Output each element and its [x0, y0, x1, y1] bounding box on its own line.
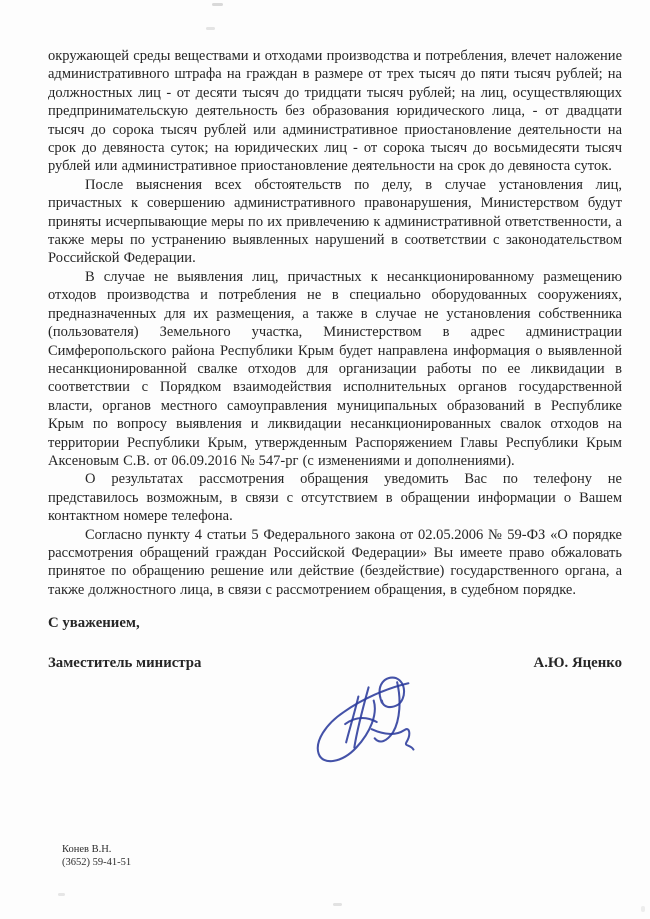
executor-contact	[62, 843, 131, 869]
closing-salutation: С уважением,	[48, 615, 140, 632]
scan-artifact	[212, 3, 223, 6]
scan-artifact	[58, 893, 65, 896]
signer-name: А.Ю. Яценко	[533, 654, 622, 671]
scan-artifact	[333, 903, 342, 906]
signature-image	[310, 671, 418, 773]
signature-row	[48, 654, 622, 672]
body-paragraph: После выяснения всех обстоятельств по делу, в случае установления лиц, причастных к совершению административного правонарушения, Министерством будут приняты исчерпывающие меры по их привлечению к административной ответственности, а также меры по устранению выявленных нарушений в соответствии с законодательством Российской Федерации.	[48, 176, 622, 267]
body-paragraph: О результатах рассмотрения обращения уведомить Вас по телефону не представилось возможным, в связи с отсутствием в обращении информации о Вашем контактном номере телефона.	[48, 471, 622, 525]
executor-phone: (3652) 59-41-51	[62, 857, 132, 868]
body-paragraph: Согласно пункту 4 статьи 5 Федерального закона от 02.05.2006 № 59-ФЗ «О порядке рассмотрения обращений граждан Российской Федерации» Вы имеете право обжаловать принятое по обращению решение или действие (бездействие) государственного органа, а также должностного лица, в связи с рассмотрением обращения, в судебном порядке.	[48, 526, 622, 598]
signer-title: Заместитель министра	[48, 654, 202, 671]
scan-artifact	[641, 906, 645, 912]
body-paragraph: окружающей среды веществами и отходами производства и потребления, влечет наложение административного штрафа на граждан в размере от трех тысяч до пяти тысяч рублей; на должностных лиц - от десяти тысяч до тридцати тысяч рублей; на лиц, осуществляющих предпринимательскую деятельность без образования юридического лица, - от двадцати тысяч до сорока тысяч рублей или административное приостановление деятельности на срок до девяноста суток; на юридических лиц - от сорока тысяч до восьмидесяти тысяч рублей или административное приостановление деятельности на срок до девяноста суток.	[48, 48, 622, 175]
executor-name: Конев В.Н.	[62, 844, 112, 855]
body-paragraph: В случае не выявления лиц, причастных к несанкционированному размещению отходов производства и потребления не в специально оборудованных сооружениях, предназначенных для их размещения, а также в случае не установления собственника (пользователя) Земельного участка, Министерством в адрес администрации Симферопольского района Республики Крым будет направлена информация о выявленной несанкционированной свалке отходов для организации работы по ее ликвидации в соответствии с Порядком взаимодействия исполнительных органов государственной власти, органов местного самоуправления муниципальных образований в Республике Крым по вопросу выявления и ликвидации несанкционированных свалок отходов на территории Республики Крым, утвержденным Распоряжением Главы Республики Крым Аксеновым С.В. от 06.09.2016 № 547-рг (с изменениями и дополнениями).	[48, 268, 622, 469]
scan-artifact	[206, 27, 215, 30]
letter-body	[48, 47, 622, 672]
